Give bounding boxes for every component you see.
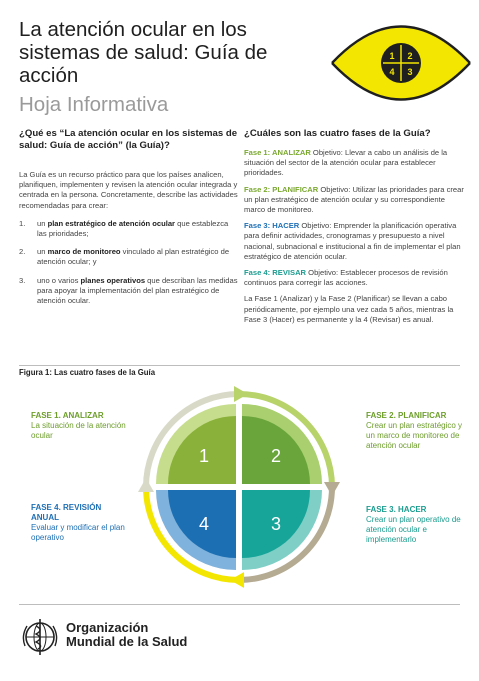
left-heading: ¿Qué es “La atención ocular en los sistemas de salud: Guía de acción” (la Guía)? xyxy=(19,128,238,151)
left-column xyxy=(19,128,239,314)
who-emblem-icon xyxy=(19,616,61,658)
left-intro: La Guía es un recurso práctico para que los países analicen, planifiquen, implementen y revisen la atención ocular integrada y centrada en la persona. Concretamente, describe las actividades recomendadas para crear: xyxy=(19,170,238,210)
phase-3-paragraph: Fase 3: HACER Objetivo: Emprender la planificación operativa para definir actividades, cronogramas y presupuesto a nivel nacional, subnacional e institucional a fin de implementar el plan estratégico de atención ocular. xyxy=(244,221,461,261)
phase-2-paragraph: Fase 2: PLANIFICAR Objetivo: Utilizar las prioridades para crear un plan estratégico de atención ocular y su correspondiente marco de monitoreo. xyxy=(244,184,464,215)
figure-phase-2: FASE 2. PLANIFICAR Crear un plan estratégico y un marco de monitoreo de atención ocular xyxy=(366,411,463,450)
arrow-head-icon xyxy=(234,386,248,402)
list-item: 2. un marco de monitoreo vinculado al plan estratégico de atención ocular; y xyxy=(19,247,230,267)
closing-paragraph: La Fase 1 (Analizar) y la Fase 2 (Planificar) se llevan a cabo periódicamente, por ejemplo una vez cada 5 años, mientras la Fase 3 (Hacer) es permanente y la 4 (Revisar) es anual. xyxy=(244,294,454,324)
quadrant-1-number: 1 xyxy=(198,446,210,466)
page-subtitle: Hoja Informativa xyxy=(19,93,169,116)
arrow-head-icon xyxy=(138,478,154,492)
eye-digit-4: 4 xyxy=(389,67,395,77)
quadrant-4-number: 4 xyxy=(198,514,210,534)
arrow-head-icon xyxy=(324,482,340,496)
quadrant-2-number: 2 xyxy=(270,446,282,466)
divider xyxy=(19,604,460,605)
phase-4-paragraph: Fase 4: REVISAR Objetivo: Establecer procesos de revisión continuos para corregir las acciones. xyxy=(244,268,448,288)
page-title: La atención ocular en los sistemas de salud: Guía de acción xyxy=(19,18,268,87)
phase-1-paragraph: Fase 1: ANALIZAR Objetivo: Llevar a cabo un análisis de la situación del sector de la atención ocular para establecer prioridades. xyxy=(244,148,448,178)
list-item: 3. uno o varios planes operativos que describan las medidas para apoyar la implementación del plan estratégico de atención ocular. xyxy=(19,275,238,306)
deliverables-list xyxy=(19,219,239,306)
figure-title: Figura 1: Las cuatro fases de la Guía xyxy=(19,368,156,377)
eye-digit-1: 1 xyxy=(389,51,395,61)
figure-phase-4: FASE 4. REVISIÓN ANUAL Evaluar y modificar el plan operativo xyxy=(31,503,125,542)
arrow-head-icon xyxy=(230,572,244,588)
organization-name: Organización Mundial de la Salud xyxy=(66,620,188,649)
right-heading: ¿Cuáles son las cuatro fases de la Guía? xyxy=(244,128,431,139)
eye-digit-2: 2 xyxy=(407,51,413,61)
divider xyxy=(19,365,460,366)
quadrant-3-number: 3 xyxy=(270,514,282,534)
figure-phase-1: FASE 1. ANALIZAR La situación de la atención ocular xyxy=(31,411,126,440)
list-item: 1. un plan estratégico de atención ocular que establezca las prioridades; xyxy=(19,218,229,239)
right-column xyxy=(244,128,466,331)
phase-cycle-diagram xyxy=(136,384,342,590)
eye-digit-3: 3 xyxy=(407,67,413,77)
figure-phase-3: FASE 3. HACER Crear un plan operativo de atención ocular e implementarlo xyxy=(366,505,461,544)
eye-logo-icon xyxy=(328,12,474,114)
